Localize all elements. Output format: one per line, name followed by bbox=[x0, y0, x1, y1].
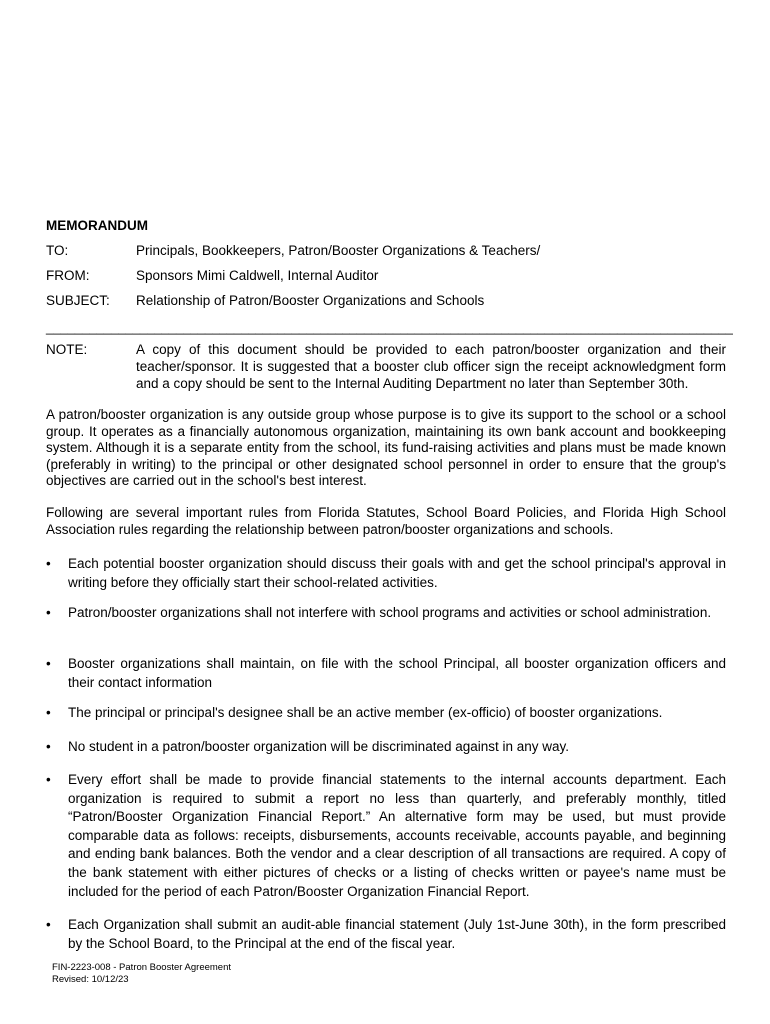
from-value: Sponsors Mimi Caldwell, Internal Auditor bbox=[136, 268, 379, 283]
list-item bbox=[46, 704, 726, 723]
to-value: Principals, Bookkeepers, Patron/Booster Organizations & Teachers/ bbox=[136, 243, 541, 258]
footer-revised: Revised: 10/12/23 bbox=[52, 974, 129, 985]
bullet-icon: • bbox=[46, 556, 51, 571]
bullet-icon: • bbox=[46, 917, 51, 932]
note-block bbox=[46, 341, 726, 392]
list-item bbox=[46, 738, 726, 757]
list-item-text: Every effort shall be made to provide financial statements to the internal accounts department. Each organization is required to submit a report no less than quarterly, and preferably monthly, titled “Patron/Booster Organization Financial Report.” An alternative form may be used, but must provide comparable data as follows: receipts, disbursements, accounts receivable, accounts payable, and beginning and ending bank balances. Both the vendor and a clear description of all transactions are required. A copy of the bank statement with either pictures of checks or a listing of checks written or payee's name must be included for the period of each Patron/Booster Organization Financial Report. bbox=[68, 772, 726, 899]
bullet-icon: • bbox=[46, 739, 51, 754]
list-item-text: Each Organization shall submit an audit-able financial statement (July 1st-June 30th), in the form prescribed by the School Board, to the Principal at the end of the fiscal year. bbox=[68, 917, 726, 951]
from-label: FROM: bbox=[46, 268, 90, 283]
list-item bbox=[46, 655, 726, 692]
list-item-text: Patron/booster organizations shall not interfere with school programs and activities or school administration. bbox=[68, 605, 712, 620]
to-label: TO: bbox=[46, 243, 69, 258]
list-item-text: The principal or principal's designee shall be an active member (ex-officio) of booster organizations. bbox=[68, 705, 663, 720]
list-item-text: Booster organizations shall maintain, on file with the school Principal, all booster organization officers and their contact information bbox=[68, 656, 726, 690]
bullet-icon: • bbox=[46, 605, 51, 620]
list-item bbox=[46, 771, 726, 901]
list-item bbox=[46, 555, 726, 592]
list-item bbox=[46, 604, 726, 623]
subject-value: Relationship of Patron/Booster Organizations and Schools bbox=[136, 293, 485, 308]
rules-intro-paragraph: Following are several important rules from Florida Statutes, School Board Policies, and Florida High School Association rules regarding the relationship between patron/booster organizations and schools. bbox=[46, 505, 726, 537]
note-label: NOTE: bbox=[46, 342, 88, 357]
list-item bbox=[46, 916, 726, 953]
footer-form-id: FIN-2223-008 - Patron Booster Agreement bbox=[52, 962, 232, 973]
bullet-icon: • bbox=[46, 705, 51, 720]
bullet-icon: • bbox=[46, 772, 51, 787]
separator-rule: _______________________________________________________________________________________________ bbox=[46, 320, 733, 335]
subject-label: SUBJECT: bbox=[46, 293, 110, 308]
note-text: A copy of this document should be provided to each patron/booster organization and their teacher/sponsor. It is suggested that a booster club officer sign the receipt acknowledgment form and a copy should be sent to the Internal Auditing Department no later than September 30th. bbox=[136, 342, 726, 391]
bullet-icon: • bbox=[46, 656, 51, 671]
intro-paragraph: A patron/booster organization is any outside group whose purpose is to give its support to the school or a school group. It operates as a financially autonomous organization, maintaining its own bank account and bookkeeping system. Although it is a separate entity from the school, its fund-raising activities and plans must be made known (preferably in writing) to the principal or other designated school personnel in order to ensure that the group's objectives are carried out in the school's best interest. bbox=[46, 407, 726, 489]
list-item-text: Each potential booster organization should discuss their goals with and get the school principal's approval in writing before they officially start their school-related activities. bbox=[68, 556, 726, 590]
list-item-text: No student in a patron/booster organization will be discriminated against in any way. bbox=[68, 739, 570, 754]
memo-title: MEMORANDUM bbox=[46, 218, 148, 233]
footer bbox=[52, 962, 231, 986]
